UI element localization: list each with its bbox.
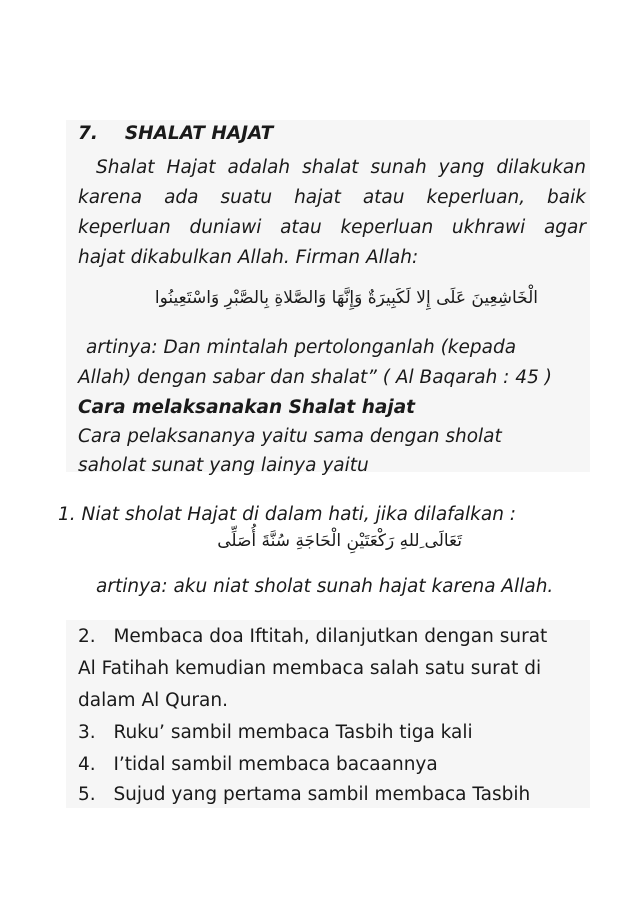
intro-line-2: karena ada suatu hajat atau keperluan, baik	[78, 187, 586, 208]
intro-line-1: Shalat Hajat adalah shalat sunah yang dilakukan	[96, 157, 586, 178]
step-1-text: Niat sholat Hajat di dalam hati, jika dilafalkan :	[81, 504, 517, 525]
step-2-line-2: Al Fatihah kemudian membaca salah satu surat di	[78, 658, 542, 679]
step-1-arabic: تَعَالَى ِللهِ رَكْعَتَيْنِ الْحَاجَةِ سُنَّةَ أُصَلِّى	[217, 531, 462, 551]
step-3	[78, 721, 473, 745]
section-number: 7.	[78, 123, 98, 144]
verse-arabic: الْخَاشِعِينَ عَلَى إِلا لَكَبِيرَةٌ وَإِنَّهَا وَالصَّلاةِ بِالصَّبْرِ وَاسْتَعِينُوا	[154, 288, 538, 308]
step-5	[78, 783, 530, 807]
step-2-text-1: Membaca doa Iftitah, dilanjutkan dengan surat	[113, 626, 548, 647]
step-4-number: 4.	[78, 754, 96, 775]
step-1	[58, 503, 516, 527]
howto-heading: Cara melaksanakan Shalat hajat	[78, 397, 416, 418]
step-2-number: 2.	[78, 626, 96, 647]
step-5-number: 5.	[78, 784, 96, 805]
verse-translation-2: Allah) dengan sabar dan shalat” ( Al Baqarah : 45 )	[78, 367, 552, 388]
section-title: SHALAT HAJAT	[124, 123, 274, 144]
intro-line-4: hajat dikabulkan Allah. Firman Allah:	[78, 247, 419, 268]
step-1-number: 1.	[58, 504, 76, 525]
step-4	[78, 753, 438, 777]
step-2-line-3: dalam Al Quran.	[78, 690, 228, 711]
intro-line-3: keperluan duniawi atau keperluan ukhrawi agar	[78, 217, 586, 238]
step-1-translation: artinya: aku niat sholat sunah hajat karena Allah.	[96, 576, 554, 597]
howto-intro-1: Cara pelaksananya yaitu sama dengan sholat	[78, 426, 502, 447]
howto-intro-2: saholat sunat yang lainya yaitu	[78, 455, 369, 476]
step-2-line-1	[78, 625, 547, 649]
step-4-text: I’tidal sambil membaca bacaannya	[113, 754, 438, 775]
verse-translation-1: artinya: Dan mintalah pertolonganlah (kepada	[86, 337, 517, 358]
section-heading	[78, 122, 273, 146]
step-5-text: Sujud yang pertama sambil membaca Tasbih	[113, 784, 531, 805]
step-3-text: Ruku’ sambil membaca Tasbih tiga kali	[113, 722, 473, 743]
step-3-number: 3.	[78, 722, 96, 743]
